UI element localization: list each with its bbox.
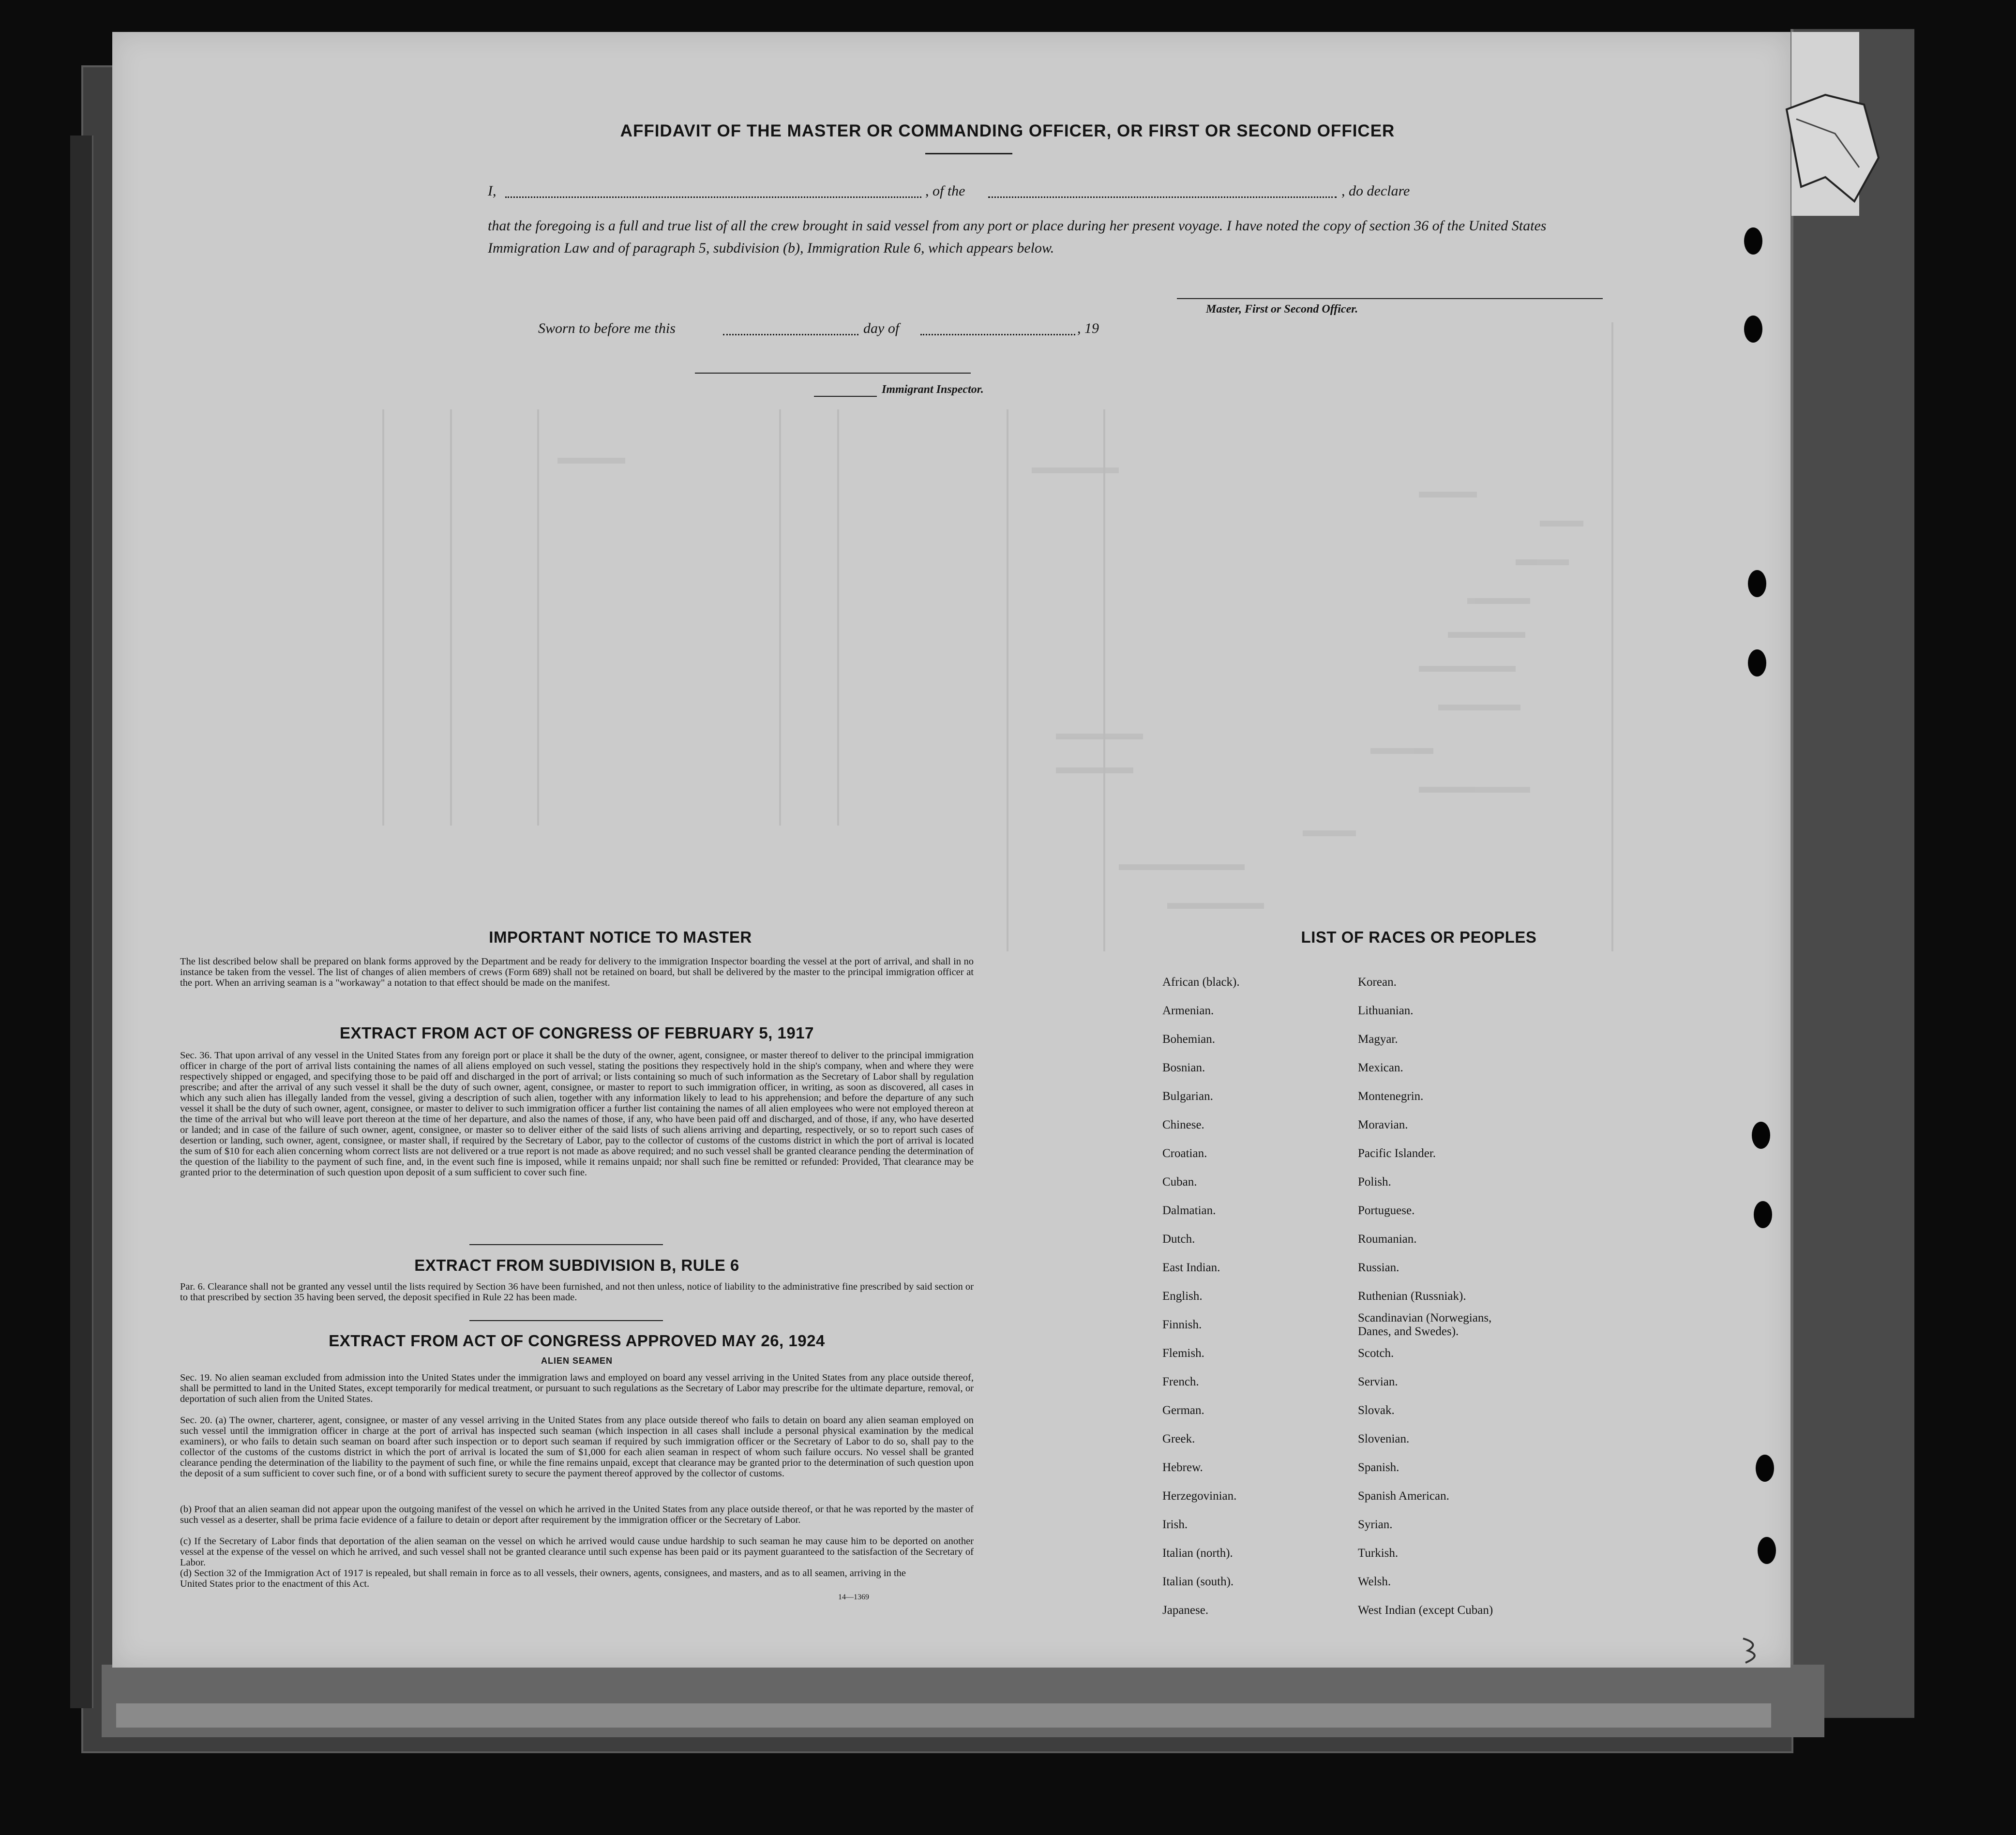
- binder-hole: [1744, 316, 1762, 343]
- inspector-label: Immigrant Inspector.: [882, 383, 984, 396]
- race-item: Turkish.: [1358, 1547, 1399, 1560]
- extract-1924-title: EXTRACT FROM ACT OF CONGRESS APPROVED MAY 26, 1924: [329, 1332, 825, 1350]
- sec20a-text: Sec. 20. (a) The owner, charterer, agent, consignee, or master of any vessel arriving in the United States from any place outside thereof who fails to detain on board any alien seaman employed on such vessel until the immigration officer in charge at the port of arrival has inspected such seaman (which inspection in all cases shall include a personal physical examination by the medical examiners), or who fails to detain such seaman on board after such inspection or to deport such seaman if required by such immigration officer or the Secretary of Labor to do so, shall pay to the collector of the customs of the customs district in which the port of arrival is located the sum of $1,000 for each alien seaman in respect of whom such failure occurs. No vessel shall be granted clearance pending the determination of the liability to the payment of such fine, or while the fine remains unpaid, except that clearance may be granted prior to the determination of such question upon the deposit of a sum sufficient to cover such fine, or of a bond with sufficient surety to secure the payment thereof approved by the collector of customs.: [180, 1415, 974, 1479]
- sworn-month-field[interactable]: [920, 334, 1075, 335]
- stacked-pages-edge: [116, 1703, 1771, 1728]
- race-item: Italian (south).: [1162, 1575, 1234, 1588]
- race-item: Spanish American.: [1358, 1489, 1449, 1503]
- title-divider: [925, 153, 1012, 154]
- race-item: Spanish.: [1358, 1461, 1399, 1474]
- race-item: Scandinavian (Norwegians, Danes, and Swedes).: [1358, 1311, 1492, 1338]
- race-item: Irish.: [1162, 1518, 1188, 1531]
- race-item: Croatian.: [1162, 1147, 1207, 1160]
- race-item: Portuguese.: [1358, 1204, 1415, 1217]
- race-item: English.: [1162, 1290, 1203, 1303]
- race-item: Flemish.: [1162, 1347, 1204, 1360]
- race-item: Bosnian.: [1162, 1061, 1205, 1074]
- race-item: Servian.: [1358, 1375, 1398, 1388]
- year-label: , 19: [1077, 320, 1099, 336]
- binder-hole: [1752, 1122, 1770, 1149]
- affidavit-of-the-label: , of the: [925, 183, 965, 199]
- sec19-text: Sec. 19. No alien seaman excluded from admission into the United States under the immigration laws and employed on board any vessel arriving in the United States from any place outside thereof, shall be permitted to land in the United States, except temporarily for medical treatment, or pursuant to such regulations as the Secretary of Labor may prescribe for the ultimate departure, removal, or deportation of such alien from the United States.: [180, 1372, 974, 1404]
- binder-hole: [1754, 1201, 1772, 1228]
- race-item: West Indian (except Cuban): [1358, 1604, 1493, 1617]
- race-item: Korean.: [1358, 976, 1397, 989]
- race-item: Hebrew.: [1162, 1461, 1203, 1474]
- alien-seamen-subtitle: ALIEN SEAMEN: [541, 1356, 613, 1366]
- race-item: Bulgarian.: [1162, 1090, 1213, 1103]
- notice-title: IMPORTANT NOTICE TO MASTER: [489, 928, 752, 946]
- signature-line[interactable]: [1177, 298, 1603, 299]
- sworn-label: Sworn to before me this: [538, 320, 676, 336]
- race-item: Montenegrin.: [1358, 1090, 1424, 1103]
- races-title: LIST OF RACES OR PEOPLES: [1301, 928, 1537, 946]
- back-sheet-edge: [1790, 29, 1914, 1718]
- binder-hole: [1756, 1455, 1774, 1482]
- subdivision-b-title: EXTRACT FROM SUBDIVISION B, RULE 6: [414, 1256, 739, 1274]
- binding-strip: [70, 135, 93, 1708]
- race-item: Pacific Islander.: [1358, 1147, 1436, 1160]
- sworn-day-field[interactable]: [723, 334, 858, 335]
- affidavit-statement: that the foregoing is a full and true list of all the crew brought in said vessel from any port or place during her present voyage. I have noted the copy of section 36 of the United States Immigration Law and of paragraph 5, subdivision (b), Immigration Rule 6, which appears below.: [488, 218, 1547, 256]
- day-of-label: day of: [863, 320, 900, 336]
- race-item: Slovenian.: [1358, 1432, 1410, 1445]
- race-item: Armenian.: [1162, 1004, 1214, 1017]
- race-item: Scotch.: [1358, 1347, 1394, 1360]
- race-item: Herzegovinian.: [1162, 1489, 1237, 1503]
- sec20c-text: (c) If the Secretary of Labor finds that deportation of the alien seaman on the vessel on which he arrived would cause undue hardship to such seaman he may cause him to be deported on another vessel at the expense of the vessel on which he arrived, and such vessel shall not be granted clearance until such expense has been paid or its payment guaranteed to the satisfaction of the Secretary of Labor.: [180, 1536, 974, 1568]
- inspector-signature-line[interactable]: [695, 373, 971, 374]
- race-item: Bohemian.: [1162, 1033, 1216, 1046]
- section-divider: [469, 1244, 663, 1245]
- race-item: Greek.: [1162, 1432, 1195, 1445]
- extract-1917-body: Sec. 36. That upon arrival of any vessel in the United States from any foreign port or place it shall be the duty of the owner, agent, consignee, or master thereof to deliver to the principal immigration officer in charge of the port of arrival lists containing the names of all aliens employed on such vessel, stating the positions they respectively hold in the ship's company, when and where they were respectively shipped or engaged, and specifying those to be paid off and discharged in the port of arrival; or lists containing so much of such information as the Secretary of Labor shall by regulation prescribe; and after the arrival of any such vessel it shall be the duty of such owner, agent, consignee, or master to report to such immigration officer, in writing, as soon as discovered, all cases in which any such alien has illegally landed from the vessel, giving a description of such alien, together with any information likely to lead to his apprehension; and before the departure of any such vessel it shall be the duty of such owner, agent, consignee, or master to deliver to such immigration officer a further list containing the names of all alien employees who were not employed thereon at the time of the arrival but who will leave port thereon at the time of her departure, and also the names of those, if any, who have been paid off and discharged, and of those, if any, who have deserted or landed; and in case of the failure of such owner, agent, consignee, or master so to deliver either of the said lists of such aliens arriving and departing, respectively, or so to report such cases of desertion or landing, such owner, agent, consignee, or master shall, if required by the Secretary of Labor, pay to the collector of customs of the customs district in which the port of arrival is located the sum of $10 for each alien concerning whom correct lists are not delivered or a true report is not made as above required; and no such vessel shall be granted clearance pending the determination of the question of the liability to the payment of such fine, and, in the event such fine is imposed, while it remains unpaid; nor shall such fine be remitted or refunded: Provided, That clearance may be granted prior to the determination of such question upon deposit of a sum sufficient to cover such fine.: [180, 1050, 974, 1178]
- race-item: Finnish.: [1162, 1318, 1202, 1331]
- race-item: Dutch.: [1162, 1233, 1195, 1246]
- race-item: Polish.: [1358, 1175, 1391, 1188]
- race-item: Russian.: [1358, 1261, 1399, 1274]
- form-code: 14—1369: [838, 1593, 869, 1601]
- race-item: Italian (north).: [1162, 1547, 1233, 1560]
- race-item: Syrian.: [1358, 1518, 1393, 1531]
- signature-label: Master, First or Second Officer.: [1206, 303, 1358, 316]
- race-item: Roumanian.: [1358, 1233, 1417, 1246]
- race-item: African (black).: [1162, 976, 1240, 989]
- notice-body: The list described below shall be prepared on blank forms approved by the Department and be ready for delivery to the immigration Inspector boarding the vessel at the port of arrival, and shall in no instance be taken from the vessel. The list of changes of alien members of crews (Form 689) shall not be retained on board, but shall be delivered by the master to the principal immigration officer at the port. When an arriving seaman is a "workaway" a notation to that effect should be made on the manifest.: [180, 956, 974, 988]
- race-item: Slovak.: [1358, 1404, 1395, 1417]
- race-item: Dalmatian.: [1162, 1204, 1216, 1217]
- race-item: French.: [1162, 1375, 1199, 1388]
- race-item: Ruthenian (Russniak).: [1358, 1290, 1466, 1303]
- binder-hole: [1758, 1537, 1776, 1564]
- race-item: Moravian.: [1358, 1118, 1408, 1131]
- section-divider: [469, 1320, 663, 1321]
- binder-hole: [1748, 649, 1766, 677]
- sec20b-text: (b) Proof that an alien seaman did not appear upon the outgoing manifest of the vessel on which he arrived in the United States from any place outside thereof, or that he was reported by the master of such vessel as a deserter, shall be prima facie evidence of a failure to detain or deport after requirement by the immigration officer or the Secretary of Labor.: [180, 1504, 974, 1525]
- race-item: Magyar.: [1358, 1033, 1398, 1046]
- race-item: Lithuanian.: [1358, 1004, 1414, 1017]
- binder-hole: [1744, 227, 1762, 255]
- extract-1917-title: EXTRACT FROM ACT OF CONGRESS OF FEBRUARY 5, 1917: [340, 1024, 814, 1042]
- race-item: German.: [1162, 1404, 1204, 1417]
- officer-name-field[interactable]: [505, 196, 921, 198]
- affidavit-declare-label: , do declare: [1341, 183, 1410, 199]
- pencil-mark: [1738, 1634, 1767, 1668]
- subdivision-b-body: Par. 6. Clearance shall not be granted any vessel until the lists required by Section 36 have been furnished, and not then unless, notice of liability to the administrative fine prescribed by said section or to that prescribed by section 35 having been served, the deposit specified in Rule 22 has been made.: [180, 1281, 974, 1303]
- inspector-short-line: [814, 396, 877, 397]
- form-page: [112, 32, 1790, 1668]
- sec20d-text: (d) Section 32 of the Immigration Act of 1917 is repealed, but shall remain in force as to all vessels, their owners, agents, consignees, and masters, and as to all seamen, arriving in the United States prior to the enactment of this Act.: [180, 1568, 906, 1589]
- race-item: East Indian.: [1162, 1261, 1220, 1274]
- race-item: Cuban.: [1162, 1175, 1197, 1188]
- affidavit-i-label: I,: [488, 183, 496, 199]
- binder-hole: [1748, 570, 1766, 597]
- race-item: Mexican.: [1358, 1061, 1403, 1074]
- vessel-name-field[interactable]: [988, 196, 1337, 198]
- race-item: Chinese.: [1162, 1118, 1204, 1131]
- race-item: Welsh.: [1358, 1575, 1391, 1588]
- affidavit-title: AFFIDAVIT OF THE MASTER OR COMMANDING OFFICER, OR FIRST OR SECOND OFFICER: [620, 121, 1395, 140]
- torn-corner: [1767, 90, 1883, 206]
- race-item: Japanese.: [1162, 1604, 1209, 1617]
